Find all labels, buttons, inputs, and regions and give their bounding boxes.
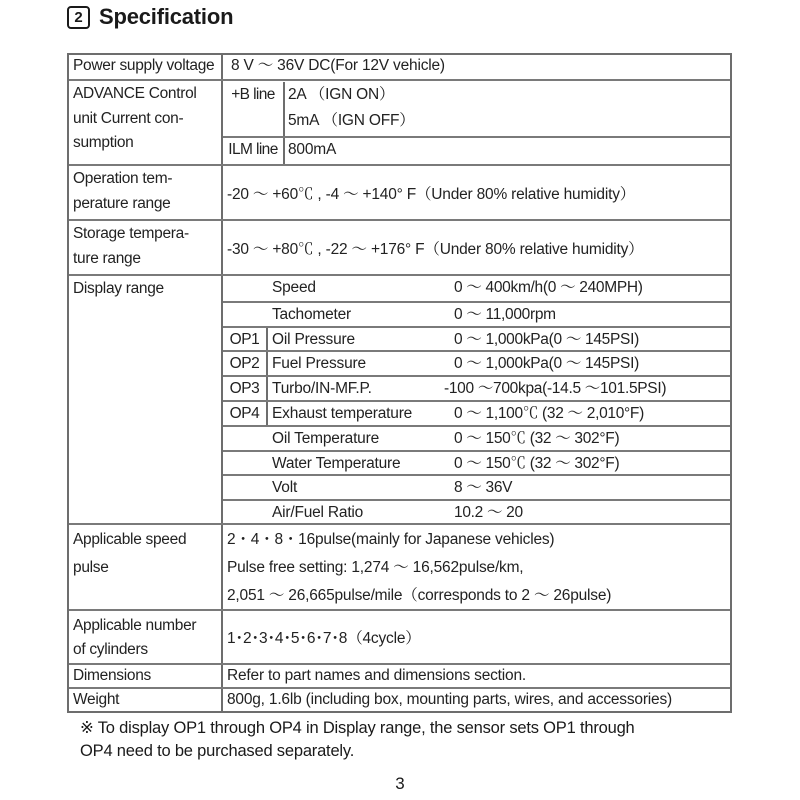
display-item-name: Air/Fuel Ratio <box>272 504 364 522</box>
value-weight: 800g, 1.6lb (including box, mounting parts, wires, and accessories) <box>227 691 672 708</box>
row-speed-pulse <box>69 523 730 609</box>
value-speed-pulse <box>223 525 730 609</box>
value-line: Pulse free setting: 1,274 ～ 16,562pulse/km, <box>227 559 524 576</box>
label-line: unit Current con- <box>73 109 184 127</box>
value-dimensions: Refer to part names and dimensions section. <box>227 667 526 684</box>
display-item-name: Oil Temperature <box>272 429 379 447</box>
display-item-name: Fuel Pressure <box>272 355 366 373</box>
display-item-name: Volt <box>272 479 298 497</box>
op-cell: OP1 <box>223 328 268 351</box>
ilm-line-row <box>223 136 730 164</box>
row-display-range <box>69 274 730 523</box>
display-item-value: 0 ～ 150℃ (32 ～ 302°F) <box>454 454 620 472</box>
label-speed-pulse <box>69 525 223 609</box>
label-line: Applicable number <box>73 617 197 634</box>
b-line-row <box>223 81 730 136</box>
value-cylinders: 1･2･3･4･5･6･7･8（4cycle） <box>227 630 421 647</box>
value-line: 2・4・8・16pulse(mainly for Japanese vehicles) <box>227 531 555 548</box>
row-current-consumption <box>69 79 730 164</box>
label-current-consumption <box>69 81 223 164</box>
value-current-consumption <box>223 81 730 164</box>
op-cell: OP2 <box>223 352 268 375</box>
op-cell: OP4 <box>223 402 268 425</box>
row-operation-temperature <box>69 164 730 219</box>
ilm-line-value: 800mA <box>288 141 337 158</box>
label-weight: Weight <box>69 689 223 711</box>
section-number-badge: 2 <box>67 6 90 29</box>
value-storage-temperature: -30 ～ +80℃ , -22 ～ +176° F（Under 80% relative humidity） <box>227 240 644 258</box>
op-cell <box>223 276 268 301</box>
label-storage-temperature <box>69 221 223 274</box>
label-line: sumption <box>73 134 134 151</box>
specification-table <box>67 53 732 713</box>
display-item-value: 0 ～ 1,000kPa(0 ～ 145PSI) <box>454 355 639 373</box>
op-cell <box>223 303 268 326</box>
display-item-name: Speed <box>272 279 316 296</box>
display-item-name: Turbo/IN-MF.P. <box>272 380 372 398</box>
label-line: of cylinders <box>73 641 148 658</box>
display-item-value: 0 ～ 11,000rpm <box>454 305 556 323</box>
b-line-label: +B line <box>223 82 285 136</box>
display-item-name: Exhaust temperature <box>272 404 413 422</box>
display-row-turbo <box>223 375 730 400</box>
display-row-air-fuel-ratio <box>223 499 730 524</box>
op-cell <box>223 501 268 524</box>
label-line: ture range <box>73 249 141 267</box>
ilm-line-label: ILM line <box>223 138 285 164</box>
label-line: ADVANCE Control <box>73 85 197 102</box>
op-cell <box>223 427 268 450</box>
page-number: 3 <box>395 774 405 793</box>
label-line: perature range <box>73 194 171 212</box>
display-item-value: 0 ～ 1,000kPa(0 ～ 145PSI) <box>454 330 639 348</box>
display-item-value: -100 ～700kpa(-14.5 ～101.5PSI) <box>444 380 667 398</box>
display-row-fuel-pressure <box>223 350 730 375</box>
display-row-speed <box>223 276 730 301</box>
display-row-tachometer <box>223 301 730 326</box>
label-display-range: Display range <box>69 276 223 523</box>
display-item-value: 10.2 ～ 20 <box>454 504 523 522</box>
value-power-supply: 8 V ～ 36V DC(For 12V vehicle) <box>231 57 445 74</box>
label-line: Operation tem- <box>73 170 173 187</box>
row-weight <box>69 687 730 711</box>
display-row-water-temperature <box>223 450 730 475</box>
label-line: Applicable speed <box>73 531 187 548</box>
display-item-value: 0 ～ 150℃ (32 ～ 302°F) <box>454 429 620 447</box>
op-cell: OP3 <box>223 377 268 400</box>
footnote-line: ※ To display OP1 through OP4 in Display range, the sensor sets OP1 through <box>80 719 635 737</box>
footnote-line: OP4 need to be purchased separately. <box>80 742 355 760</box>
row-cylinders <box>69 609 730 663</box>
b-line-ign-off: 5mA （IGN OFF） <box>288 112 415 129</box>
label-dimensions: Dimensions <box>69 665 223 687</box>
display-item-name: Water Temperature <box>272 454 401 472</box>
display-item-value: 0 ～ 400km/h(0 ～ 240MPH) <box>454 279 643 296</box>
display-row-exhaust-temperature <box>223 400 730 425</box>
section-heading <box>67 4 233 30</box>
value-operation-temperature: -20 ～ +60℃ , -4 ～ +140° F（Under 80% relative humidity） <box>227 185 636 203</box>
label-power-supply: Power supply voltage <box>69 55 223 79</box>
b-line-ign-on: 2A （IGN ON） <box>288 86 395 103</box>
row-dimensions <box>69 663 730 687</box>
b-line-values <box>285 82 730 136</box>
row-power-supply <box>69 55 730 79</box>
display-row-oil-temperature <box>223 425 730 450</box>
display-range-subtable <box>223 276 730 523</box>
row-storage-temperature <box>69 219 730 274</box>
label-line: pulse <box>73 559 109 576</box>
label-operation-temperature <box>69 166 223 219</box>
footnote <box>80 717 740 763</box>
display-row-oil-pressure <box>223 326 730 351</box>
label-line: Storage tempera- <box>73 225 189 242</box>
op-cell <box>223 452 268 475</box>
display-item-value: 8 ～ 36V <box>454 479 513 497</box>
display-item-name: Tachometer <box>272 305 351 323</box>
value-line: 2,051 ～ 26,665pulse/mile（corresponds to 2 ～ 26pulse) <box>227 587 612 604</box>
section-title: Specification <box>99 4 234 29</box>
display-item-name: Oil Pressure <box>272 330 355 348</box>
display-item-value: 0 ～ 1,100℃ (32 ～ 2,010°F) <box>454 404 644 422</box>
label-cylinders <box>69 611 223 663</box>
op-cell <box>223 476 268 499</box>
display-row-volt <box>223 474 730 499</box>
